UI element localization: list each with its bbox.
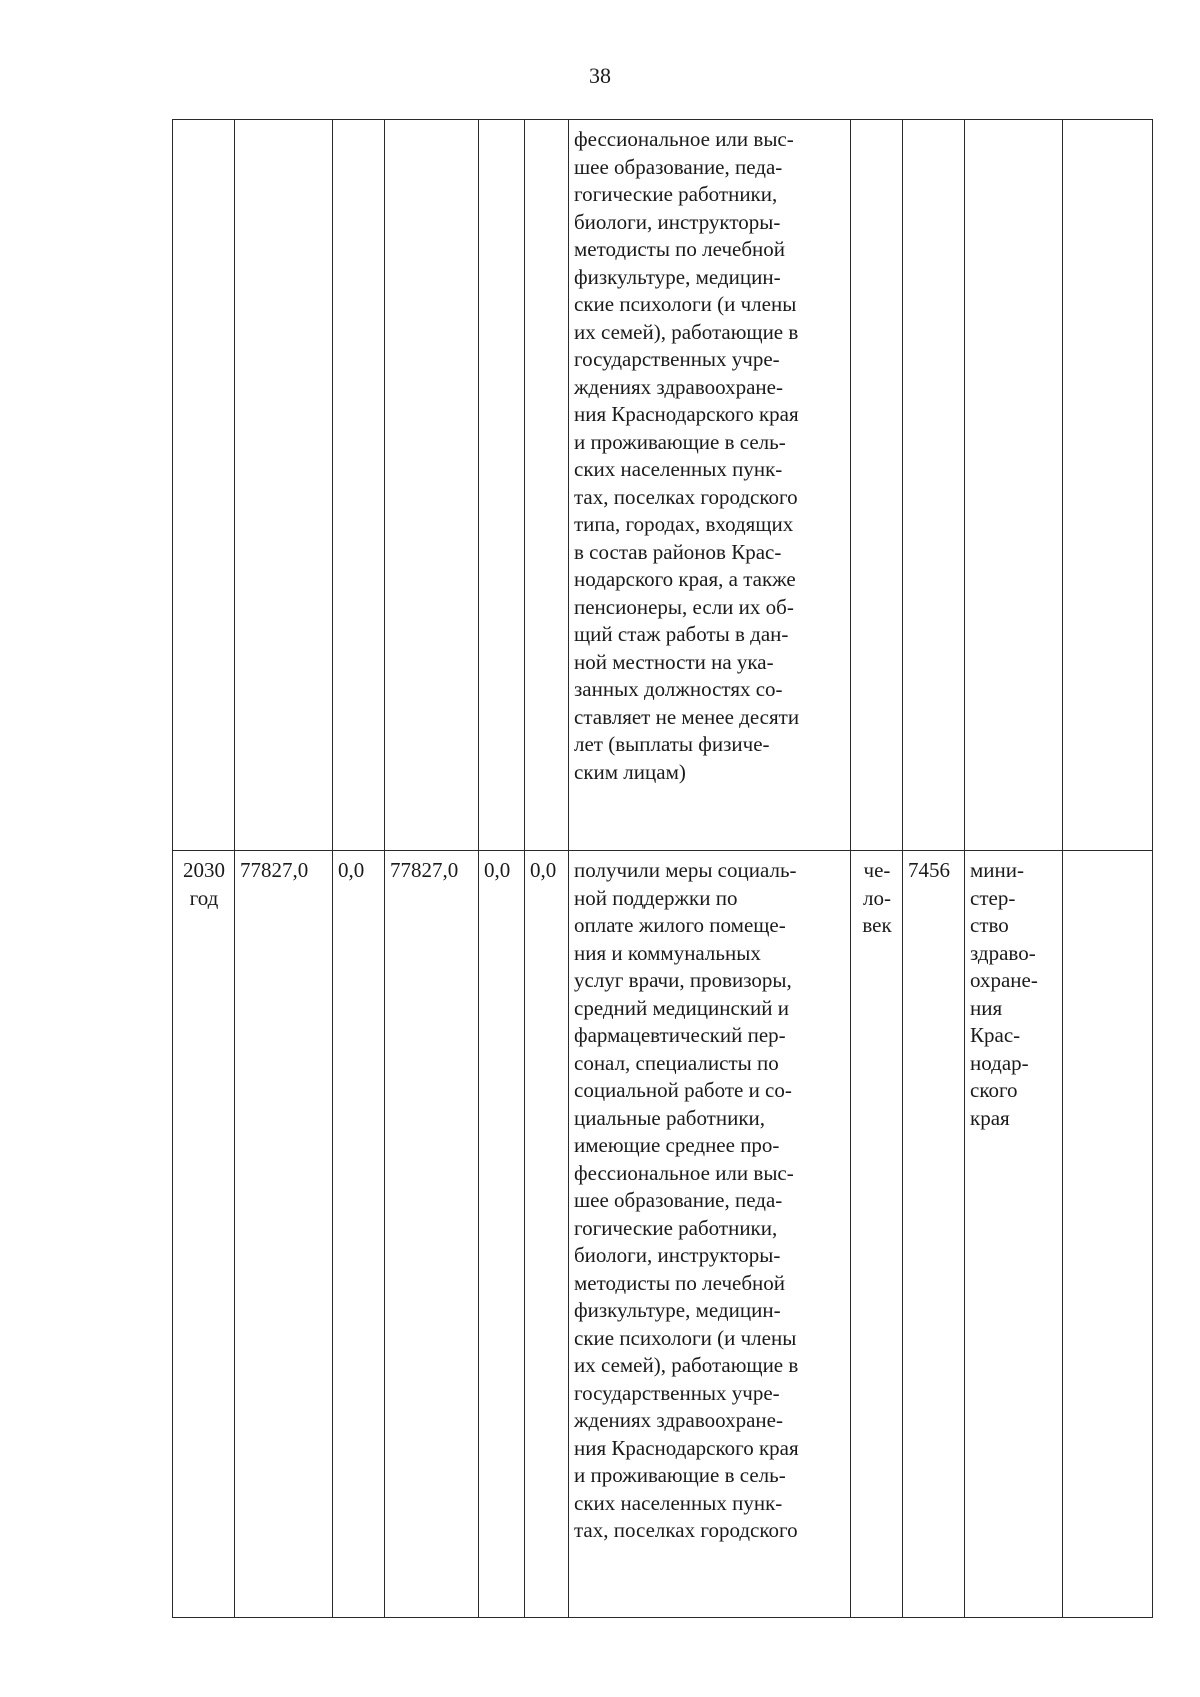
other-cell: 0,0 [525, 851, 569, 1618]
table-row-continued [173, 120, 1153, 851]
page-number: 38 [589, 63, 611, 88]
local-cell: 0,0 [479, 851, 525, 1618]
table-row-2030 [173, 851, 1153, 1618]
regional-cell: 77827,0 [385, 851, 479, 1618]
total-cell-empty [235, 120, 333, 851]
responsible-cell: мини- стер- ство здраво- охране- ния Крас- нодар- ского края [965, 851, 1063, 1618]
responsible-cell-empty [965, 120, 1063, 851]
unit-cell-empty [851, 120, 903, 851]
extra-cell-empty [1063, 120, 1153, 851]
program-table [172, 119, 1153, 1618]
year-cell-empty [173, 120, 235, 851]
federal-cell-empty [333, 120, 385, 851]
local-cell-empty [479, 120, 525, 851]
year-cell: 2030 год [173, 851, 235, 1618]
value-cell-empty [903, 120, 965, 851]
federal-cell: 0,0 [333, 851, 385, 1618]
extra-cell-empty [1063, 851, 1153, 1618]
description-cell: получили меры социаль- ной поддержки по оплате жилого помеще- ния и коммунальных услуг врачи, провизоры, средний медицинский и фармацевтический пер- сонал, специалисты по социальной работе и со- циальные работники, имеющие среднее про- фессиональное или выс- шее образование, педа- гогические работники, биологи, инструкторы- методисты по лечебной физкультуре, медицин- ские психологи (и члены их семей), работающие в государственных учре- ждениях здравоохране- ния Краснодарского края и проживающие в сель- ских населенных пунк- тах, поселках городского [569, 851, 851, 1618]
other-cell-empty [525, 120, 569, 851]
regional-cell-empty [385, 120, 479, 851]
unit-cell: че- ло- век [851, 851, 903, 1618]
total-cell: 77827,0 [235, 851, 333, 1618]
description-cell: фессиональное или выс- шее образование, педа- гогические работники, биологи, инструкторы- методисты по лечебной физкультуре, медицин- ские психологи (и члены их семей), работающие в государственных учре- ждениях здравоохране- ния Краснодарского края и проживающие в сель- ских населенных пунк- тах, поселках городского типа, городах, входящих в состав районов Крас- нодарского края, а также пенсионеры, если их об- щий стаж работы в дан- ной местности на ука- занных должностях со- ставляет не менее десяти лет (выплаты физиче- ским лицам) [569, 120, 851, 851]
value-cell: 7456 [903, 851, 965, 1618]
